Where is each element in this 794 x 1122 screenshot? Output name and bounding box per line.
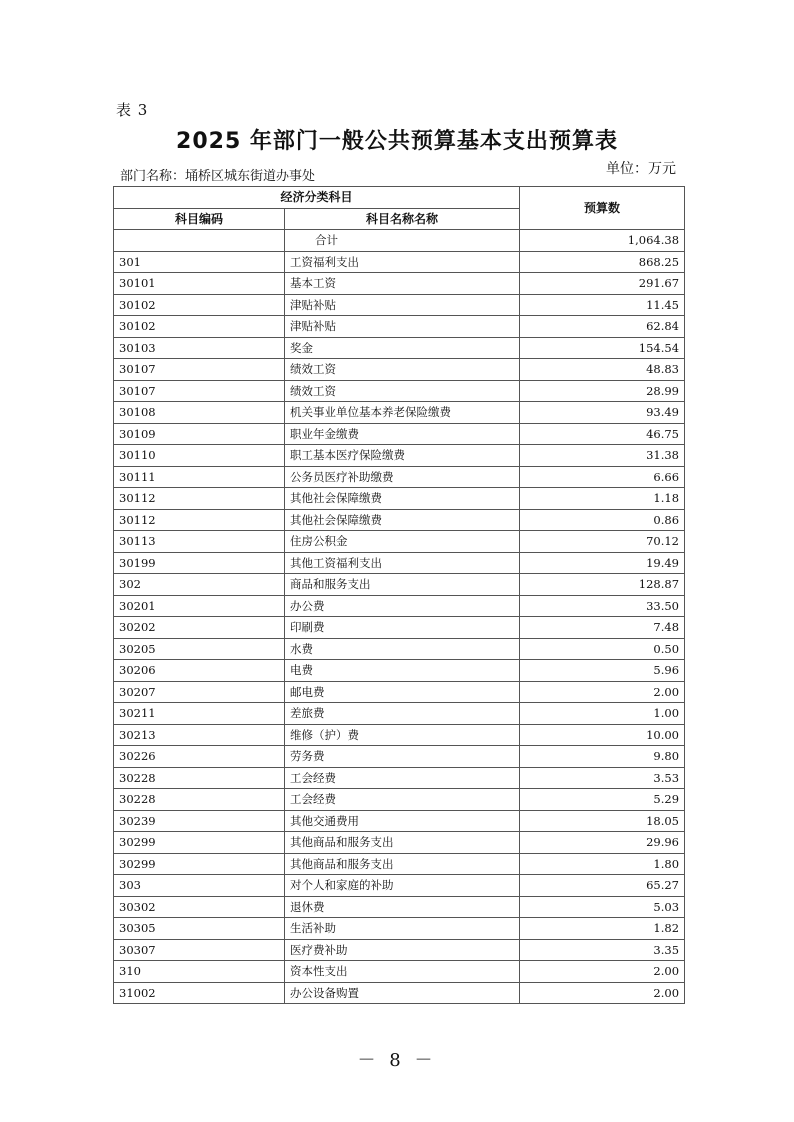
table-row xyxy=(114,359,685,381)
row-code: 30199 xyxy=(114,552,285,574)
row-name: 差旅费 xyxy=(285,703,520,725)
row-amount: 31.38 xyxy=(520,445,685,467)
total-code xyxy=(114,230,285,252)
row-name: 其他社会保障缴费 xyxy=(285,509,520,531)
table-row xyxy=(114,466,685,488)
row-code: 30113 xyxy=(114,531,285,553)
row-code: 30102 xyxy=(114,316,285,338)
row-code: 30101 xyxy=(114,273,285,295)
row-code: 30226 xyxy=(114,746,285,768)
row-name: 对个人和家庭的补助 xyxy=(285,875,520,897)
row-code: 30307 xyxy=(114,939,285,961)
row-amount: 19.49 xyxy=(520,552,685,574)
department-name: 部门名称：埇桥区城东街道办事处 xyxy=(120,169,316,184)
total-row xyxy=(114,230,685,252)
row-amount: 5.29 xyxy=(520,789,685,811)
table-body xyxy=(114,230,685,1004)
table-row xyxy=(114,982,685,1004)
row-name: 邮电费 xyxy=(285,681,520,703)
row-name: 医疗费补助 xyxy=(285,939,520,961)
table-row xyxy=(114,552,685,574)
row-amount: 0.86 xyxy=(520,509,685,531)
row-name: 工资福利支出 xyxy=(285,251,520,273)
table-row xyxy=(114,316,685,338)
row-amount: 29.96 xyxy=(520,832,685,854)
row-amount: 1.82 xyxy=(520,918,685,940)
total-label: 合计 xyxy=(285,230,520,252)
page-number: － 8 － xyxy=(357,1050,437,1071)
table-row xyxy=(114,337,685,359)
row-amount: 2.00 xyxy=(520,982,685,1004)
table-row xyxy=(114,251,685,273)
table-row xyxy=(114,638,685,660)
row-code: 30102 xyxy=(114,294,285,316)
row-name: 水费 xyxy=(285,638,520,660)
row-name: 办公设备购置 xyxy=(285,982,520,1004)
table-row xyxy=(114,939,685,961)
row-name: 住房公积金 xyxy=(285,531,520,553)
table-row xyxy=(114,832,685,854)
table-label: 表 3 xyxy=(116,101,149,119)
row-amount: 62.84 xyxy=(520,316,685,338)
row-amount: 48.83 xyxy=(520,359,685,381)
row-name: 津贴补贴 xyxy=(285,294,520,316)
table-row xyxy=(114,509,685,531)
row-amount: 0.50 xyxy=(520,638,685,660)
row-code: 30299 xyxy=(114,853,285,875)
row-name: 职业年金缴费 xyxy=(285,423,520,445)
header-name: 科目名称名称 xyxy=(285,208,520,230)
row-amount: 70.12 xyxy=(520,531,685,553)
row-amount: 2.00 xyxy=(520,961,685,983)
row-name: 机关事业单位基本养老保险缴费 xyxy=(285,402,520,424)
row-amount: 1.80 xyxy=(520,853,685,875)
table-row xyxy=(114,574,685,596)
table-row xyxy=(114,724,685,746)
row-amount: 128.87 xyxy=(520,574,685,596)
table-row xyxy=(114,746,685,768)
table-row xyxy=(114,294,685,316)
row-amount: 28.99 xyxy=(520,380,685,402)
row-amount: 9.80 xyxy=(520,746,685,768)
row-code: 30299 xyxy=(114,832,285,854)
row-name: 商品和服务支出 xyxy=(285,574,520,596)
row-name: 电费 xyxy=(285,660,520,682)
row-code: 30207 xyxy=(114,681,285,703)
table-row xyxy=(114,423,685,445)
row-name: 维修（护）费 xyxy=(285,724,520,746)
table-row xyxy=(114,402,685,424)
row-name: 津贴补贴 xyxy=(285,316,520,338)
row-code: 303 xyxy=(114,875,285,897)
row-code: 30107 xyxy=(114,380,285,402)
row-name: 办公费 xyxy=(285,595,520,617)
row-code: 30109 xyxy=(114,423,285,445)
row-code: 30103 xyxy=(114,337,285,359)
row-code: 30302 xyxy=(114,896,285,918)
table-row xyxy=(114,767,685,789)
table-row xyxy=(114,273,685,295)
row-code: 30213 xyxy=(114,724,285,746)
table-row xyxy=(114,617,685,639)
row-code: 31002 xyxy=(114,982,285,1004)
total-amount: 1,064.38 xyxy=(520,230,685,252)
row-code: 30205 xyxy=(114,638,285,660)
row-name: 工会经费 xyxy=(285,789,520,811)
row-amount: 3.53 xyxy=(520,767,685,789)
header-economic-category: 经济分类科目 xyxy=(114,187,520,209)
table-row xyxy=(114,445,685,467)
row-name: 其他商品和服务支出 xyxy=(285,832,520,854)
row-amount: 291.67 xyxy=(520,273,685,295)
table-row xyxy=(114,918,685,940)
row-name: 职工基本医疗保险缴费 xyxy=(285,445,520,467)
table-row xyxy=(114,875,685,897)
row-amount: 5.03 xyxy=(520,896,685,918)
row-amount: 1.18 xyxy=(520,488,685,510)
row-name: 绩效工资 xyxy=(285,380,520,402)
row-code: 30228 xyxy=(114,789,285,811)
row-code: 30202 xyxy=(114,617,285,639)
row-code: 30108 xyxy=(114,402,285,424)
table-row xyxy=(114,681,685,703)
row-amount: 3.35 xyxy=(520,939,685,961)
row-amount: 46.75 xyxy=(520,423,685,445)
table-row xyxy=(114,789,685,811)
table-header xyxy=(114,187,685,230)
table-row xyxy=(114,810,685,832)
row-name: 其他社会保障缴费 xyxy=(285,488,520,510)
row-name: 绩效工资 xyxy=(285,359,520,381)
row-name: 公务员医疗补助缴费 xyxy=(285,466,520,488)
page-title: 2025 年部门一般公共预算基本支出预算表 xyxy=(176,129,618,154)
row-name: 资本性支出 xyxy=(285,961,520,983)
row-amount: 154.54 xyxy=(520,337,685,359)
header-code: 科目编码 xyxy=(114,208,285,230)
row-name: 退休费 xyxy=(285,896,520,918)
row-amount: 33.50 xyxy=(520,595,685,617)
row-code: 30211 xyxy=(114,703,285,725)
row-name: 其他交通费用 xyxy=(285,810,520,832)
row-name: 工会经费 xyxy=(285,767,520,789)
row-amount: 7.48 xyxy=(520,617,685,639)
table-row xyxy=(114,488,685,510)
table-row xyxy=(114,703,685,725)
row-name: 奖金 xyxy=(285,337,520,359)
row-code: 30228 xyxy=(114,767,285,789)
table-row xyxy=(114,595,685,617)
row-code: 301 xyxy=(114,251,285,273)
row-amount: 2.00 xyxy=(520,681,685,703)
row-amount: 10.00 xyxy=(520,724,685,746)
budget-table xyxy=(113,186,685,1004)
row-name: 印刷费 xyxy=(285,617,520,639)
row-code: 30305 xyxy=(114,918,285,940)
row-name: 生活补助 xyxy=(285,918,520,940)
row-amount: 93.49 xyxy=(520,402,685,424)
header-amount: 预算数 xyxy=(520,187,685,230)
row-code: 302 xyxy=(114,574,285,596)
row-code: 310 xyxy=(114,961,285,983)
row-amount: 5.96 xyxy=(520,660,685,682)
row-amount: 18.05 xyxy=(520,810,685,832)
row-amount: 65.27 xyxy=(520,875,685,897)
table-row xyxy=(114,853,685,875)
row-amount: 6.66 xyxy=(520,466,685,488)
row-code: 30107 xyxy=(114,359,285,381)
table-row xyxy=(114,380,685,402)
row-code: 30239 xyxy=(114,810,285,832)
row-name: 其他商品和服务支出 xyxy=(285,853,520,875)
table-row xyxy=(114,896,685,918)
row-code: 30112 xyxy=(114,488,285,510)
table-row xyxy=(114,961,685,983)
row-code: 30111 xyxy=(114,466,285,488)
row-name: 其他工资福利支出 xyxy=(285,552,520,574)
row-amount: 11.45 xyxy=(520,294,685,316)
row-code: 30110 xyxy=(114,445,285,467)
row-amount: 868.25 xyxy=(520,251,685,273)
table-row xyxy=(114,531,685,553)
row-code: 30206 xyxy=(114,660,285,682)
row-code: 30201 xyxy=(114,595,285,617)
row-amount: 1.00 xyxy=(520,703,685,725)
row-name: 劳务费 xyxy=(285,746,520,768)
row-code: 30112 xyxy=(114,509,285,531)
table-row xyxy=(114,660,685,682)
unit-label: 单位：万元 xyxy=(606,161,676,177)
row-name: 基本工资 xyxy=(285,273,520,295)
